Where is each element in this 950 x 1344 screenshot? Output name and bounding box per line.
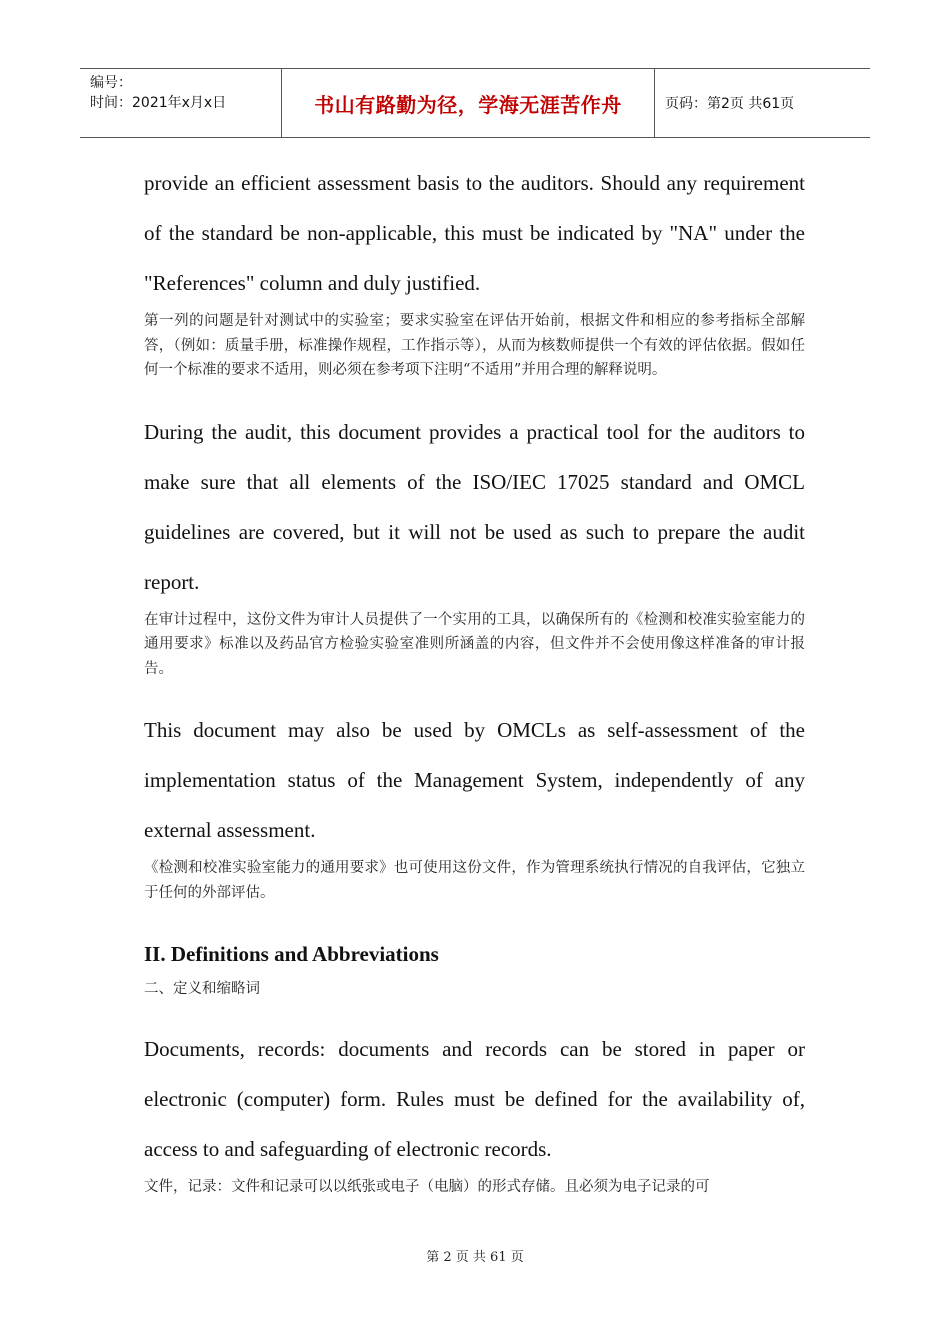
- header-page-info: [655, 69, 870, 137]
- paragraph-audit-tool-zh: 在审计过程中，这份文件为审计人员提供了一个实用的工具，以确保所有的《检测和校准实验室能力的通用要求》标准以及药品官方检验实验室准则所涵盖的内容，但文件并不会使用像这样准备的审计报告。: [144, 611, 805, 677]
- section-heading-zh: 二、定义和缩略词: [144, 981, 260, 997]
- paragraph-self-assessment-zh: 《检测和校准实验室能力的通用要求》也可使用这份文件，作为管理系统执行情况的自我评估，它独立于任何的外部评估。: [144, 860, 805, 901]
- document-body: [144, 158, 805, 1199]
- paragraph-self-assessment: This document may also be used by OMCLs as self-assessment of the implementation status of the Management System, independently of any external assessment.: [144, 718, 805, 842]
- section-heading: II. Definitions and Abbreviations: [144, 942, 439, 966]
- page-info-text: 页码：第2页 共61页: [665, 96, 795, 112]
- header-meta: [80, 69, 281, 137]
- paragraph-audit-tool: During the audit, this document provides a practical tool for the auditors to make sure that all elements of the ISO/IEC 17025 standard and OMCL guidelines are covered, but it will not be used as such to prepare the audit report.: [144, 419, 805, 594]
- page-header: [80, 68, 870, 138]
- document-number-label: 编号：: [90, 75, 132, 91]
- header-motto-cell: [281, 69, 655, 137]
- page-footer: [0, 1246, 950, 1265]
- paragraph-assessment-basis-zh: 第一列的问题是针对测试中的实验室；要求实验室在评估开始前，根据文件和相应的参考指标全部解答，（例如：质量手册，标准操作规程，工作指示等），从而为核数师提供一个有效的评估依据。假如任何一个标准的要求不适用，则必须在参考项下注明“不适用”并用合理的解释说明。: [144, 313, 805, 378]
- document-date: 时间：2021年x月x日: [90, 95, 227, 111]
- paragraph-documents-records: Documents, records: documents and records can be stored in paper or electronic (computer) form. Rules must be defined for the availability of, access to and safeguarding of electronic records.: [144, 1036, 805, 1161]
- footer-page-number: 第 2 页 共 61 页: [426, 1250, 524, 1265]
- paragraph-documents-records-zh: 文件，记录：文件和记录可以以纸张或电子（电脑）的形式存储。且必须为电子记录的可: [144, 1178, 710, 1195]
- paragraph-assessment-basis: provide an efficient assessment basis to the auditors. Should any requirement of the standard be non-applicable, this must be indicated by "NA" under the "References" column and duly justified.: [144, 171, 805, 295]
- header-motto: 书山有路勤为径，学海无涯苦作舟: [314, 92, 622, 117]
